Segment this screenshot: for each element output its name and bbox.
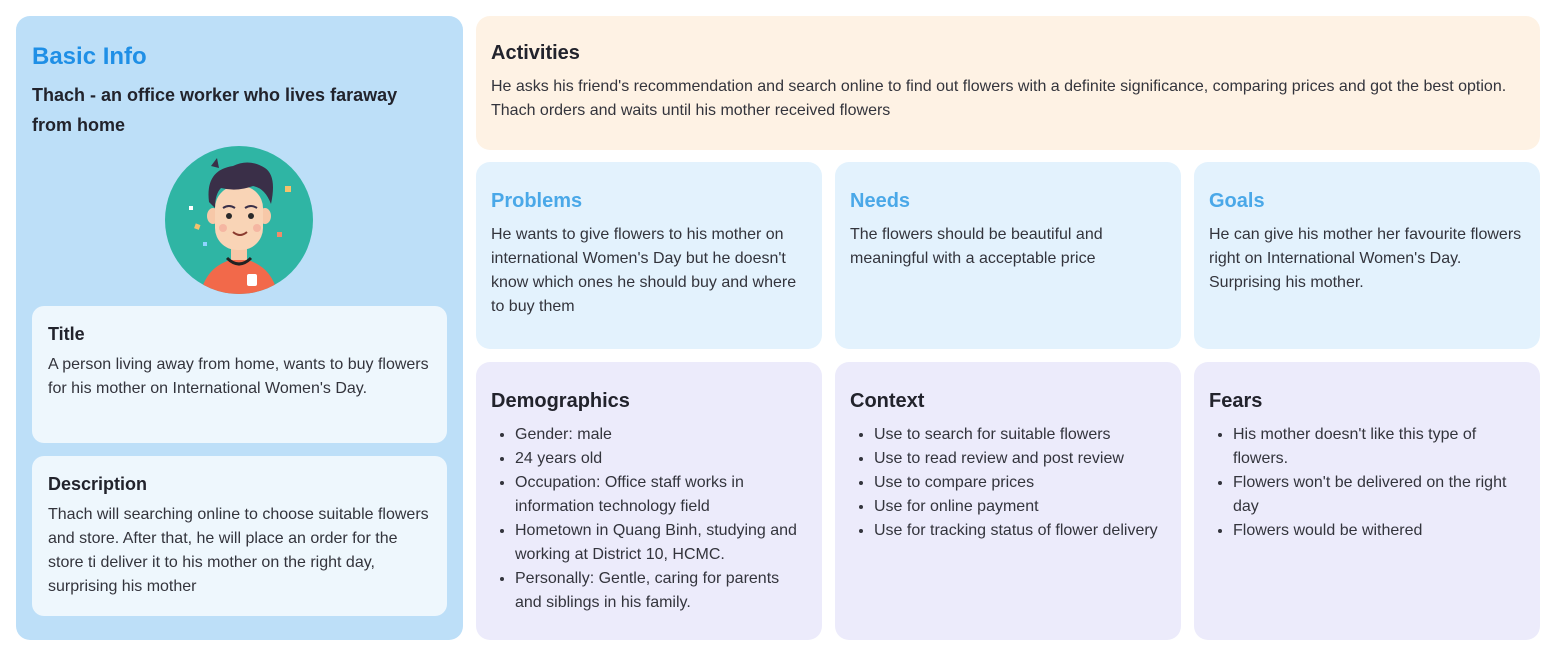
list-item: • Gender: male [515, 423, 807, 447]
list-item: • Use to compare prices [874, 471, 1166, 495]
persona-subtitle: Thach - an office worker who lives faraway from home [32, 85, 398, 135]
activities-text: He asks his friend's recommendation and search online to find out flowers with a definite significance, comparing prices and got the best option. Thach orders and waits until his mother received flowers [491, 78, 1507, 119]
needs-heading: Needs [850, 190, 911, 212]
basic-info-panel [16, 16, 463, 640]
list-item: • Personally: Gentle, caring for parents and siblings in his family. [515, 567, 807, 615]
demographics-heading: Demographics [491, 390, 630, 412]
title-card [32, 306, 447, 443]
list-item: • Flowers won't be delivered on the right day [1233, 471, 1525, 519]
goals-card [1194, 162, 1540, 349]
fears-list [1209, 423, 1525, 543]
list-item: • Use for online payment [874, 495, 1166, 519]
needs-card [835, 162, 1181, 349]
goals-heading: Goals [1209, 190, 1265, 212]
list-item: • 24 years old [515, 447, 807, 471]
list-item: • Flowers would be withered [1233, 519, 1525, 543]
list-item: • Use to search for suitable flowers [874, 423, 1166, 447]
needs-text: The flowers should be beautiful and meaningful with a acceptable price [850, 226, 1103, 267]
activities-card [476, 16, 1540, 150]
activities-heading: Activities [491, 42, 580, 64]
context-list [850, 423, 1166, 543]
demographics-card [476, 362, 822, 640]
context-card [835, 362, 1181, 640]
list-item: • Occupation: Office staff works in information technology field [515, 471, 807, 519]
list-item: • Use for tracking status of flower delivery [874, 519, 1166, 543]
demographics-list [491, 423, 807, 615]
problems-card [476, 162, 822, 349]
list-item: • Hometown in Quang Binh, studying and working at District 10, HCMC. [515, 519, 807, 567]
fears-heading: Fears [1209, 390, 1263, 412]
person-avatar-icon [165, 146, 313, 294]
title-card-text: A person living away from home, wants to buy flowers for his mother on International Women's Day. [48, 356, 429, 397]
problems-text: He wants to give flowers to his mother on international Women's Day but he doesn't know which ones he should buy and where to buy them [491, 226, 797, 315]
problems-heading: Problems [491, 190, 583, 212]
fears-card [1194, 362, 1540, 640]
description-card-heading: Description [48, 474, 148, 494]
description-card [32, 456, 447, 616]
goals-text: He can give his mother her favourite flowers right on International Women's Day. Surprising his mother. [1209, 226, 1522, 291]
list-item: • His mother doesn't like this type of flowers. [1233, 423, 1525, 471]
list-item: • Use to read review and post review [874, 447, 1166, 471]
context-heading: Context [850, 390, 925, 412]
basic-info-heading: Basic Info [32, 43, 147, 70]
title-card-heading: Title [48, 324, 85, 344]
description-card-text: Thach will searching online to choose suitable flowers and store. After that, he will place an order for the store ti deliver it to his mother on the right day, surprising his mother [48, 506, 429, 595]
